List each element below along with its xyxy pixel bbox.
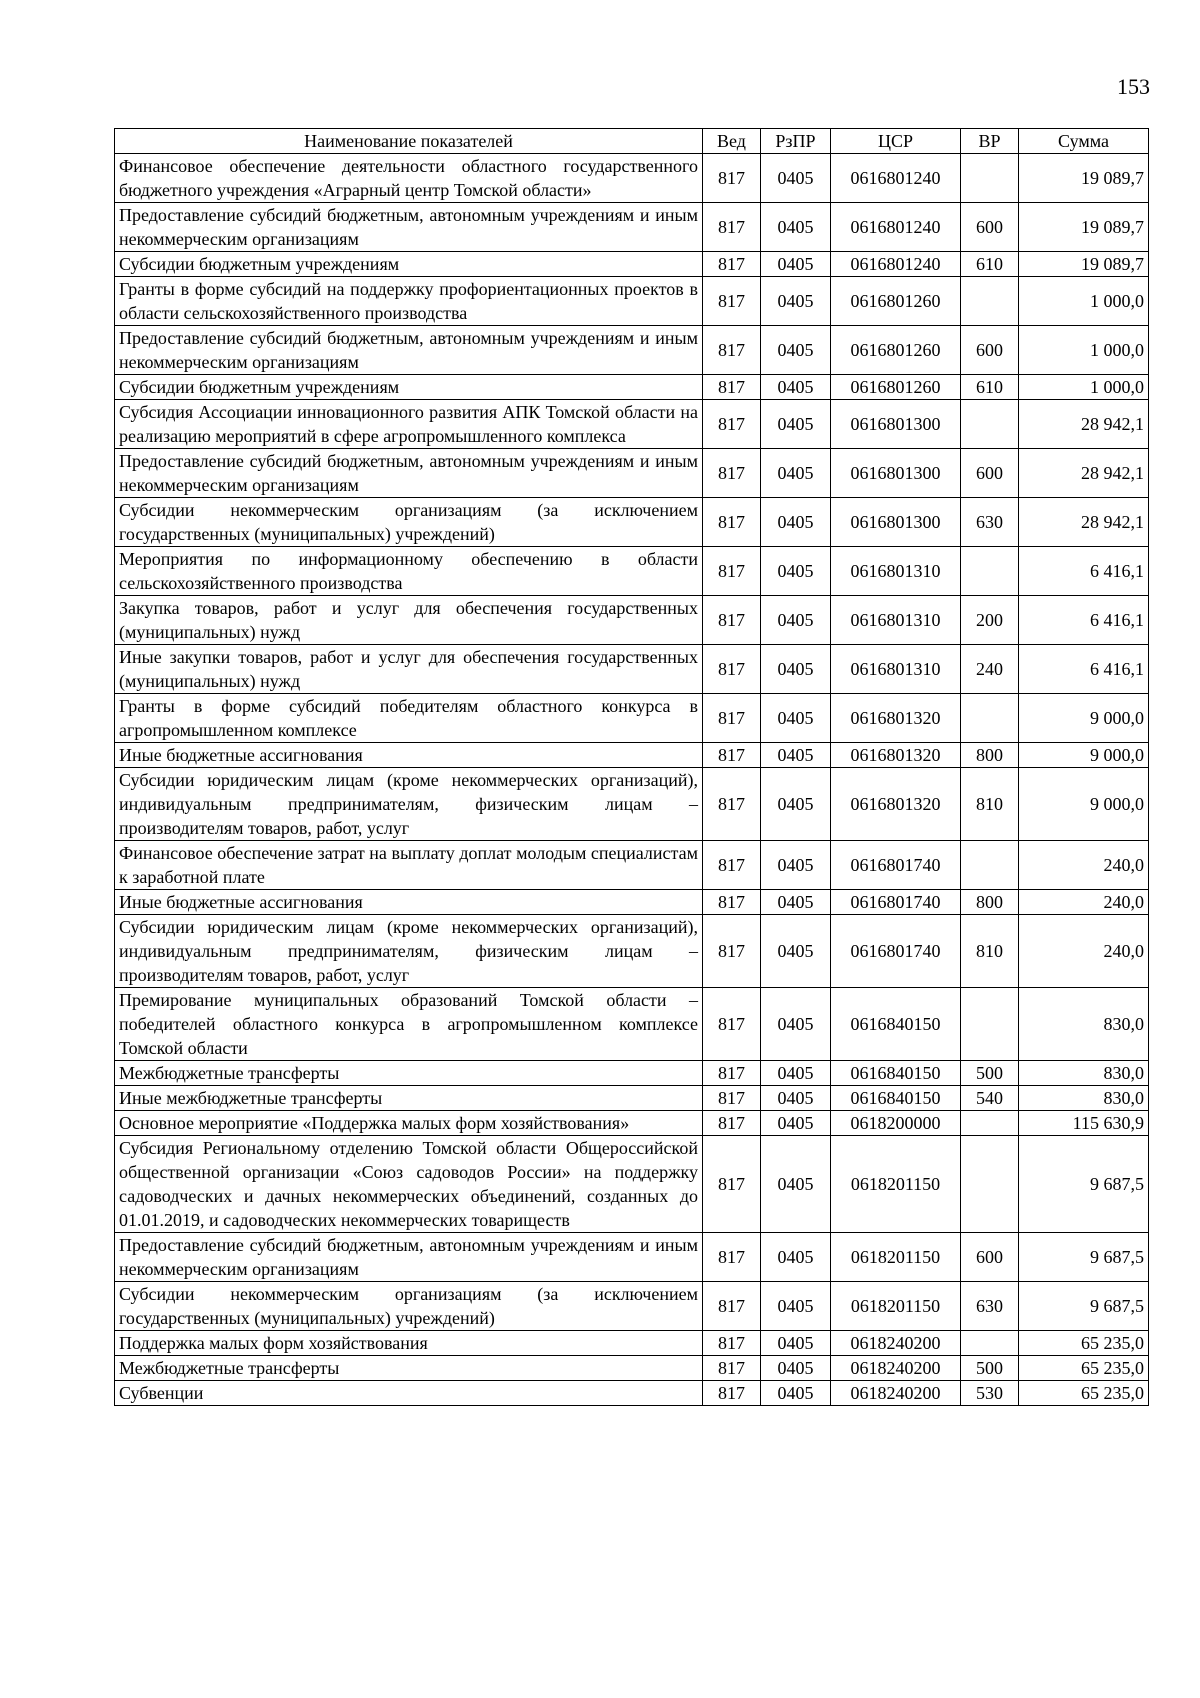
table-row (115, 1282, 1149, 1331)
table-row (115, 203, 1149, 252)
cell-name: Иные бюджетные ассигнования (115, 743, 703, 768)
cell-csr: 0616801320 (831, 768, 961, 841)
cell-vr: 530 (961, 1381, 1019, 1406)
cell-csr: 0616801320 (831, 694, 961, 743)
cell-rzpr: 0405 (761, 400, 831, 449)
cell-sum: 65 235,0 (1019, 1356, 1149, 1381)
cell-rzpr: 0405 (761, 326, 831, 375)
cell-rzpr: 0405 (761, 1381, 831, 1406)
cell-csr: 0618200000 (831, 1111, 961, 1136)
cell-ved: 817 (703, 326, 761, 375)
cell-ved: 817 (703, 1111, 761, 1136)
cell-name: Поддержка малых форм хозяйствования (115, 1331, 703, 1356)
cell-sum: 830,0 (1019, 988, 1149, 1061)
cell-ved: 817 (703, 375, 761, 400)
cell-name: Закупка товаров, работ и услуг для обеспечения государственных (муниципальных) нужд (115, 596, 703, 645)
table-row (115, 1331, 1149, 1356)
table-row (115, 743, 1149, 768)
cell-rzpr: 0405 (761, 915, 831, 988)
cell-csr: 0616801740 (831, 890, 961, 915)
table-body (115, 154, 1149, 1406)
cell-sum: 830,0 (1019, 1086, 1149, 1111)
cell-sum: 1 000,0 (1019, 277, 1149, 326)
cell-name: Субвенции (115, 1381, 703, 1406)
page-number: 153 (1117, 74, 1150, 99)
cell-rzpr: 0405 (761, 547, 831, 596)
cell-sum: 6 416,1 (1019, 547, 1149, 596)
cell-sum: 9 687,5 (1019, 1233, 1149, 1282)
cell-csr: 0616840150 (831, 1061, 961, 1086)
cell-rzpr: 0405 (761, 768, 831, 841)
cell-name: Субсидия Региональному отделению Томской области Общероссийской общественной организации «Союз садоводов России» на поддержку садоводческих и дачных некоммерческих объединений, созданных до 01.01.2019, и садоводческих некоммерческих товариществ (115, 1136, 703, 1233)
cell-vr (961, 400, 1019, 449)
cell-vr: 800 (961, 890, 1019, 915)
cell-sum: 65 235,0 (1019, 1331, 1149, 1356)
table-row (115, 1086, 1149, 1111)
cell-name: Субсидии юридическим лицам (кроме некоммерческих организаций), индивидуальным предпринимателям, физическим лицам – производителям товаров, работ, услуг (115, 768, 703, 841)
cell-rzpr: 0405 (761, 252, 831, 277)
cell-vr: 600 (961, 326, 1019, 375)
cell-ved: 817 (703, 1282, 761, 1331)
cell-rzpr: 0405 (761, 1282, 831, 1331)
cell-sum: 28 942,1 (1019, 498, 1149, 547)
cell-ved: 817 (703, 915, 761, 988)
cell-csr: 0618201150 (831, 1233, 961, 1282)
cell-csr: 0618240200 (831, 1381, 961, 1406)
table-row (115, 449, 1149, 498)
cell-name: Субсидии некоммерческим организациям (за исключением государственных (муниципальных) учреждений) (115, 1282, 703, 1331)
cell-name: Предоставление субсидий бюджетным, автономным учреждениям и иным некоммерческим организациям (115, 203, 703, 252)
cell-vr (961, 1331, 1019, 1356)
cell-csr: 0616801260 (831, 326, 961, 375)
cell-vr (961, 1136, 1019, 1233)
cell-ved: 817 (703, 277, 761, 326)
cell-rzpr: 0405 (761, 1061, 831, 1086)
cell-csr: 0616801300 (831, 400, 961, 449)
cell-ved: 817 (703, 743, 761, 768)
cell-name: Иные межбюджетные трансферты (115, 1086, 703, 1111)
table-row (115, 252, 1149, 277)
cell-vr (961, 1111, 1019, 1136)
cell-sum: 6 416,1 (1019, 596, 1149, 645)
cell-csr: 0616801240 (831, 154, 961, 203)
cell-rzpr: 0405 (761, 890, 831, 915)
cell-sum: 65 235,0 (1019, 1381, 1149, 1406)
cell-sum: 9 000,0 (1019, 768, 1149, 841)
cell-csr: 0616840150 (831, 988, 961, 1061)
cell-sum: 1 000,0 (1019, 326, 1149, 375)
cell-csr: 0616801300 (831, 498, 961, 547)
cell-rzpr: 0405 (761, 596, 831, 645)
cell-rzpr: 0405 (761, 694, 831, 743)
cell-vr: 630 (961, 498, 1019, 547)
cell-ved: 817 (703, 988, 761, 1061)
cell-rzpr: 0405 (761, 277, 831, 326)
cell-rzpr: 0405 (761, 1233, 831, 1282)
cell-ved: 817 (703, 596, 761, 645)
cell-name: Предоставление субсидий бюджетным, автономным учреждениям и иным некоммерческим организациям (115, 449, 703, 498)
table-row (115, 1356, 1149, 1381)
cell-sum: 240,0 (1019, 915, 1149, 988)
cell-vr (961, 277, 1019, 326)
cell-sum: 28 942,1 (1019, 449, 1149, 498)
cell-csr: 0618240200 (831, 1331, 961, 1356)
cell-rzpr: 0405 (761, 375, 831, 400)
cell-csr: 0616801740 (831, 841, 961, 890)
cell-vr: 500 (961, 1061, 1019, 1086)
cell-csr: 0616801260 (831, 277, 961, 326)
table-row (115, 498, 1149, 547)
cell-rzpr: 0405 (761, 645, 831, 694)
cell-name: Мероприятия по информационному обеспечению в области сельскохозяйственного производства (115, 547, 703, 596)
cell-sum: 240,0 (1019, 841, 1149, 890)
cell-rzpr: 0405 (761, 1136, 831, 1233)
table-row (115, 1381, 1149, 1406)
cell-csr: 0618240200 (831, 1356, 961, 1381)
cell-vr: 200 (961, 596, 1019, 645)
cell-vr: 600 (961, 1233, 1019, 1282)
table-row (115, 596, 1149, 645)
cell-ved: 817 (703, 498, 761, 547)
cell-vr (961, 547, 1019, 596)
cell-ved: 817 (703, 768, 761, 841)
table-row (115, 375, 1149, 400)
cell-ved: 817 (703, 645, 761, 694)
cell-rzpr: 0405 (761, 1331, 831, 1356)
cell-ved: 817 (703, 1381, 761, 1406)
table-header-row (115, 129, 1149, 154)
cell-ved: 817 (703, 890, 761, 915)
cell-rzpr: 0405 (761, 449, 831, 498)
cell-ved: 817 (703, 400, 761, 449)
cell-ved: 817 (703, 203, 761, 252)
table-row (115, 1111, 1149, 1136)
cell-vr: 810 (961, 768, 1019, 841)
cell-csr: 0618201150 (831, 1136, 961, 1233)
cell-vr: 500 (961, 1356, 1019, 1381)
table-row (115, 694, 1149, 743)
cell-name: Иные закупки товаров, работ и услуг для обеспечения государственных (муниципальных) нужд (115, 645, 703, 694)
cell-ved: 817 (703, 547, 761, 596)
cell-vr (961, 988, 1019, 1061)
cell-sum: 19 089,7 (1019, 154, 1149, 203)
cell-sum: 115 630,9 (1019, 1111, 1149, 1136)
table-row (115, 1061, 1149, 1086)
cell-csr: 0616801740 (831, 915, 961, 988)
cell-ved: 817 (703, 694, 761, 743)
table-row (115, 277, 1149, 326)
cell-sum: 9 687,5 (1019, 1282, 1149, 1331)
cell-sum: 19 089,7 (1019, 203, 1149, 252)
table-row (115, 154, 1149, 203)
cell-rzpr: 0405 (761, 1356, 831, 1381)
table-row (115, 547, 1149, 596)
table-row (115, 915, 1149, 988)
cell-name: Финансовое обеспечение затрат на выплату доплат молодым специалистам к заработной плате (115, 841, 703, 890)
cell-csr: 0616801310 (831, 547, 961, 596)
table-row (115, 645, 1149, 694)
cell-sum: 240,0 (1019, 890, 1149, 915)
header-sum: Сумма (1019, 129, 1149, 154)
cell-sum: 9 000,0 (1019, 743, 1149, 768)
cell-name: Субсидии некоммерческим организациям (за исключением государственных (муниципальных) учреждений) (115, 498, 703, 547)
cell-vr: 610 (961, 252, 1019, 277)
cell-csr: 0616801240 (831, 203, 961, 252)
cell-csr: 0618201150 (831, 1282, 961, 1331)
cell-name: Основное мероприятие «Поддержка малых форм хозяйствования» (115, 1111, 703, 1136)
cell-sum: 830,0 (1019, 1061, 1149, 1086)
cell-name: Гранты в форме субсидий победителям областного конкурса в агропромышленном комплексе (115, 694, 703, 743)
cell-ved: 817 (703, 449, 761, 498)
cell-sum: 19 089,7 (1019, 252, 1149, 277)
cell-vr: 630 (961, 1282, 1019, 1331)
cell-name: Межбюджетные трансферты (115, 1356, 703, 1381)
cell-rzpr: 0405 (761, 154, 831, 203)
table-row (115, 988, 1149, 1061)
cell-name: Премирование муниципальных образований Томской области – победителей областного конкурса в агропромышленном комплексе Томской области (115, 988, 703, 1061)
budget-table (114, 128, 1149, 1406)
cell-vr: 610 (961, 375, 1019, 400)
table-row (115, 841, 1149, 890)
cell-sum: 1 000,0 (1019, 375, 1149, 400)
cell-csr: 0616801310 (831, 596, 961, 645)
cell-ved: 817 (703, 1061, 761, 1086)
cell-ved: 817 (703, 1331, 761, 1356)
cell-name: Субсидия Ассоциации инновационного развития АПК Томской области на реализацию мероприятий в сфере агропромышленного комплекса (115, 400, 703, 449)
cell-csr: 0616801260 (831, 375, 961, 400)
cell-vr: 810 (961, 915, 1019, 988)
cell-name: Субсидии юридическим лицам (кроме некоммерческих организаций), индивидуальным предпринимателям, физическим лицам – производителям товаров, работ, услуг (115, 915, 703, 988)
cell-vr: 800 (961, 743, 1019, 768)
cell-rzpr: 0405 (761, 841, 831, 890)
header-vr: ВР (961, 129, 1019, 154)
cell-ved: 817 (703, 1136, 761, 1233)
table-row (115, 1136, 1149, 1233)
cell-rzpr: 0405 (761, 988, 831, 1061)
cell-rzpr: 0405 (761, 1111, 831, 1136)
cell-csr: 0616801310 (831, 645, 961, 694)
cell-ved: 817 (703, 252, 761, 277)
table-row (115, 1233, 1149, 1282)
cell-rzpr: 0405 (761, 498, 831, 547)
cell-ved: 817 (703, 154, 761, 203)
cell-name: Иные бюджетные ассигнования (115, 890, 703, 915)
cell-ved: 817 (703, 1086, 761, 1111)
table-row (115, 768, 1149, 841)
cell-vr (961, 154, 1019, 203)
cell-vr (961, 841, 1019, 890)
cell-vr: 240 (961, 645, 1019, 694)
header-ved: Вед (703, 129, 761, 154)
cell-sum: 9 000,0 (1019, 694, 1149, 743)
cell-vr: 600 (961, 449, 1019, 498)
cell-sum: 6 416,1 (1019, 645, 1149, 694)
cell-ved: 817 (703, 1356, 761, 1381)
cell-rzpr: 0405 (761, 743, 831, 768)
cell-name: Предоставление субсидий бюджетным, автономным учреждениям и иным некоммерческим организациям (115, 326, 703, 375)
cell-vr: 600 (961, 203, 1019, 252)
cell-name: Гранты в форме субсидий на поддержку профориентационных проектов в области сельскохозяйственного производства (115, 277, 703, 326)
cell-csr: 0616801240 (831, 252, 961, 277)
cell-name: Предоставление субсидий бюджетным, автономным учреждениям и иным некоммерческим организациям (115, 1233, 703, 1282)
cell-ved: 817 (703, 1233, 761, 1282)
table-row (115, 326, 1149, 375)
cell-name: Межбюджетные трансферты (115, 1061, 703, 1086)
cell-csr: 0616801300 (831, 449, 961, 498)
cell-sum: 28 942,1 (1019, 400, 1149, 449)
cell-csr: 0616801320 (831, 743, 961, 768)
table-row (115, 400, 1149, 449)
cell-csr: 0616840150 (831, 1086, 961, 1111)
cell-name: Субсидии бюджетным учреждениям (115, 252, 703, 277)
header-csr: ЦСР (831, 129, 961, 154)
header-rzpr: РзПР (761, 129, 831, 154)
cell-sum: 9 687,5 (1019, 1136, 1149, 1233)
cell-name: Субсидии бюджетным учреждениям (115, 375, 703, 400)
cell-name: Финансовое обеспечение деятельности областного государственного бюджетного учреждения «Аграрный центр Томской области» (115, 154, 703, 203)
header-name: Наименование показателей (115, 129, 703, 154)
cell-rzpr: 0405 (761, 203, 831, 252)
cell-ved: 817 (703, 841, 761, 890)
cell-rzpr: 0405 (761, 1086, 831, 1111)
cell-vr (961, 694, 1019, 743)
cell-vr: 540 (961, 1086, 1019, 1111)
table-row (115, 890, 1149, 915)
